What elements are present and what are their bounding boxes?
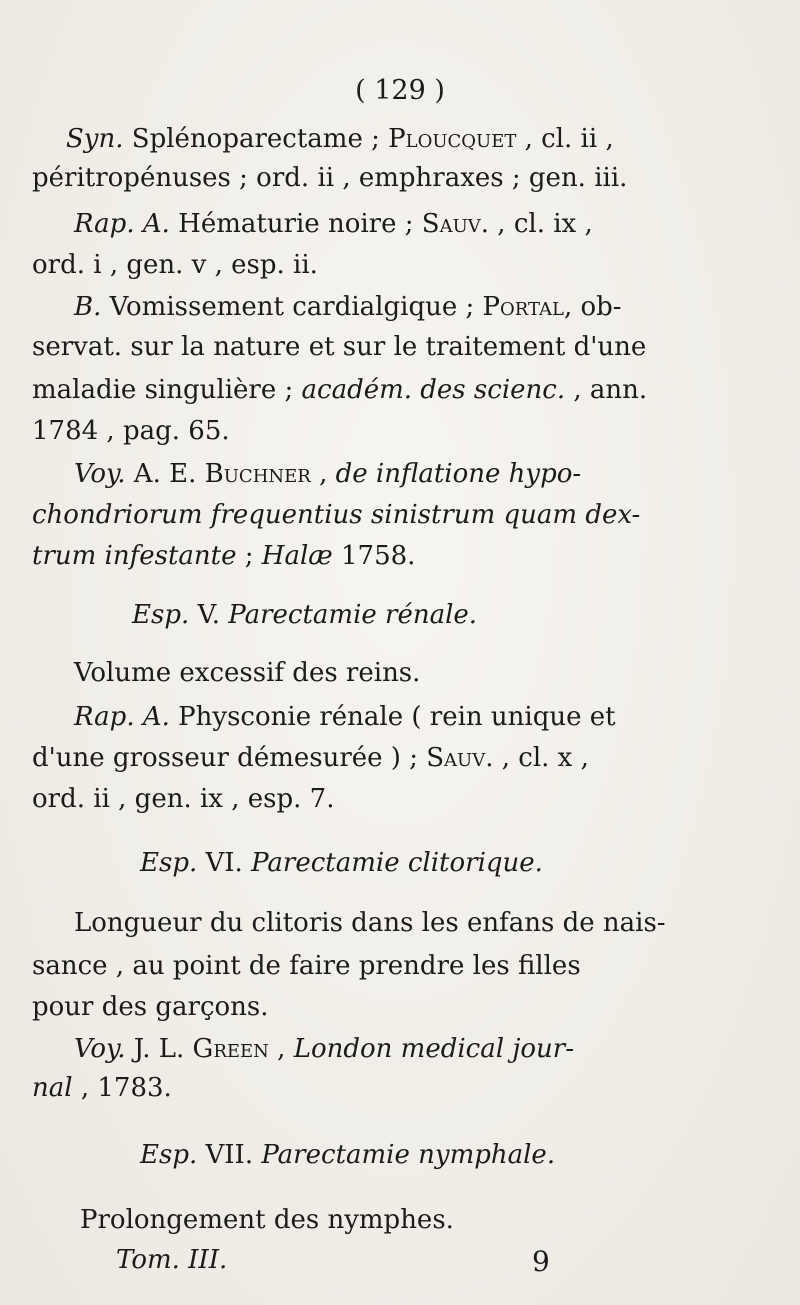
text-span: , cl. ix ,	[489, 209, 593, 239]
publication-title: London medical jour-	[293, 1034, 574, 1064]
author-name: Sauv.	[421, 209, 490, 239]
heading-title: Parectamie nymphale.	[261, 1140, 556, 1170]
text-line	[32, 782, 334, 816]
author-name: Sauv.	[426, 743, 494, 773]
text-line	[32, 330, 646, 364]
publication-title: académ. des scienc.	[301, 375, 566, 405]
esp-label: Esp.	[132, 600, 190, 630]
text-line	[32, 990, 269, 1024]
signature-mark: 9	[532, 1245, 550, 1278]
text-line	[74, 290, 622, 324]
text-span: V.	[189, 600, 229, 630]
author-name: Portal	[482, 292, 564, 322]
text-span: J. L.	[125, 1034, 193, 1064]
text-line	[32, 498, 640, 532]
voy-label: Voy.	[74, 459, 126, 489]
section-heading	[140, 1138, 555, 1172]
page-number: ( 129 )	[355, 75, 445, 106]
text-span: VII.	[197, 1140, 262, 1170]
text-span: Vomissement cardialgique ;	[101, 292, 483, 322]
syn-label: Syn.	[66, 124, 124, 154]
author-name: Green	[192, 1034, 269, 1064]
text-line	[80, 1203, 454, 1237]
section-heading	[140, 846, 543, 880]
publication-title: chondriorum frequentius sinistrum quam dex-	[32, 500, 641, 530]
text-span: , cl. x ,	[493, 743, 589, 773]
text-span: A. E.	[125, 459, 205, 489]
text-line	[32, 161, 627, 195]
text-line	[74, 656, 420, 690]
publication-title: nal	[32, 1073, 73, 1103]
esp-label: Esp.	[140, 848, 198, 878]
text-span: VI.	[197, 848, 252, 878]
author-name: Buchner	[204, 459, 311, 489]
text-line	[32, 373, 647, 407]
text-line	[32, 539, 415, 573]
text-span: Hématurie noire ;	[169, 209, 422, 239]
heading-title: Parectamie clitorique.	[251, 848, 543, 878]
text-span: ord. ii , gen. ix , esp. 7.	[32, 784, 335, 814]
text-span: servat. sur la nature et sur le traitement d'une	[32, 332, 647, 362]
publication-title: trum infestante	[32, 541, 237, 571]
rap-label: Rap. A.	[74, 702, 170, 732]
text-span: pour des garçons.	[32, 992, 269, 1022]
item-label: B.	[74, 292, 102, 322]
text-span: Longueur du clitoris dans les enfans de nais-	[74, 908, 666, 938]
text-span: maladie singulière ;	[32, 375, 302, 405]
text-span: Volume excessif des reins.	[74, 658, 421, 688]
text-span: Physconie rénale ( rein unique et	[169, 702, 616, 732]
text-span: péritropénuses ; ord. ii , emphraxes ; gen. iii.	[32, 163, 628, 193]
text-line	[74, 207, 593, 241]
text-span: ,	[310, 459, 336, 489]
text-span: 1784 , pag. 65.	[32, 416, 230, 446]
rap-label: Rap. A.	[74, 209, 170, 239]
text-span: ;	[236, 541, 262, 571]
text-line	[74, 906, 666, 940]
heading-title: Parectamie rénale.	[228, 600, 478, 630]
section-heading	[132, 598, 477, 632]
text-line	[74, 1032, 574, 1066]
esp-label: Esp.	[140, 1140, 198, 1170]
text-line	[32, 248, 318, 282]
text-span: ,	[268, 1034, 294, 1064]
voy-label: Voy.	[74, 1034, 126, 1064]
text-span: ord. i , gen. v , esp. ii.	[32, 250, 318, 280]
text-line	[32, 741, 589, 775]
text-span: sance , au point de faire prendre les filles	[32, 951, 581, 981]
text-line	[32, 1071, 172, 1105]
text-span: , 1783.	[72, 1073, 172, 1103]
text-line	[32, 414, 230, 448]
author-name: Ploucquet	[388, 124, 517, 154]
text-span: , ann.	[565, 375, 648, 405]
text-line	[66, 122, 614, 156]
text-span: , cl. ii ,	[516, 124, 614, 154]
text-span: 1758.	[332, 541, 416, 571]
volume-label: Tom. III.	[116, 1245, 228, 1275]
text-line	[32, 949, 581, 983]
text-line	[74, 700, 616, 734]
text-span: Splénoparectame ;	[123, 124, 389, 154]
publication-title: de inflatione hypo-	[335, 459, 582, 489]
text-span: Prolongement des nymphes.	[80, 1205, 454, 1235]
text-line	[74, 457, 581, 491]
place-name: Halæ	[261, 541, 333, 571]
text-span: , ob-	[563, 292, 622, 322]
text-span: d'une grosseur démesurée ) ;	[32, 743, 427, 773]
